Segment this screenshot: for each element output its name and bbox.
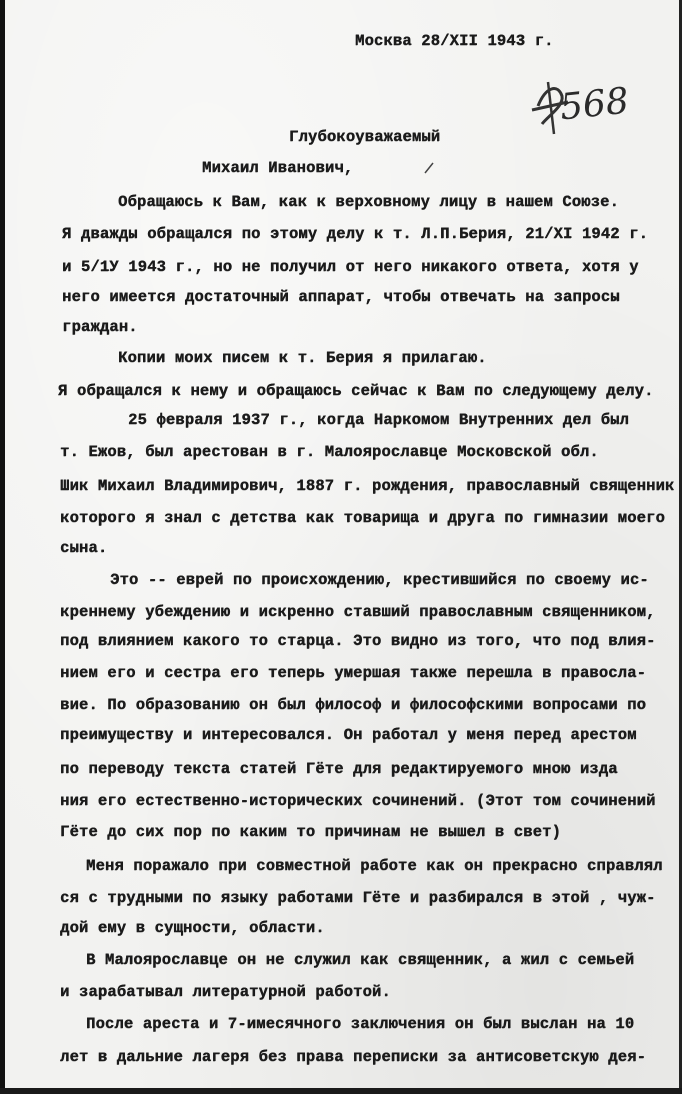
letter-line: ся с трудными по языку работами Гёте и разбирался в этой , чуж- [60, 889, 656, 907]
date-line: Москва 28/XII 1943 г. [355, 32, 554, 50]
letter-line: Я обращался к нему и обращаюсь сейчас к Вам по следующему делу. [58, 382, 654, 400]
scan-left-edge [0, 0, 5, 1094]
letter-line: и зарабатывал литературной работой. [60, 983, 391, 1001]
letter-line: граждан. [62, 318, 138, 336]
letter-line: дой ему в сущности, области. [60, 919, 325, 937]
letter-line: под влиянием какого то старца. Это видно из того, что под влия- [60, 632, 656, 650]
pen-tick-mark [424, 162, 434, 174]
scan-bottom-edge [0, 1088, 682, 1094]
letter-line: Шик Михаил Владимирович, 1887 г. рождения, православный священник [60, 477, 675, 495]
letter-line: В Малоярославце он не служил как священник, а жил с семьей [86, 951, 635, 969]
letter-line: Обращаюсь к Вам, как к верховному лицу в нашем Союзе. [118, 193, 619, 211]
letter-line: Это -- еврей по происхождению, крестившийся по своему ис- [110, 571, 649, 589]
letter-line: преимуществу и интересовался. Он работал у меня перед арестом [60, 726, 637, 744]
letter-line: нием его и сестра его теперь умершая также перешла в правосла- [60, 664, 646, 682]
letter-line: Гёте до сих пор по каким то причинам не вышел в свет) [60, 823, 561, 841]
letter-line: 25 февраля 1937 г., когда Наркомом Внутренних дел был [128, 411, 629, 429]
letter-line: Меня поражало при совместной работе как он прекрасно справлял [86, 857, 663, 875]
letter-line: сына. [60, 539, 108, 557]
letter-line: Я дважды обращался по этому делу к т. Л.П.Берия, 21/XI 1942 г. [62, 225, 648, 243]
salutation-line-1: Глубокоуважаемый [289, 128, 441, 146]
letter-line: по переводу текста статей Гёте для редактируемого мною изда [60, 760, 618, 778]
letter-line: него имеется достаточный аппарат, чтобы отвечать на запросы [62, 288, 620, 306]
letter-line: Копии моих писем к т. Берия я прилагаю. [118, 349, 487, 367]
letter-line: которого я знал с детства как товарища и друга по гимназии моего [60, 509, 665, 527]
letter-line: креннему убеждению и искренно ставший православным священником, [60, 603, 656, 621]
letter-line: ния его естественно-исторических сочинений. (Этот том сочинений [60, 792, 656, 810]
letter-line: и 5/1У 1943 г., но не получил от него никакого ответа, хотя у [62, 258, 639, 276]
letter-line: вие. По образованию он был философ и философскими вопросами по [60, 696, 646, 714]
letter-line: т. Ежов, был арестован в г. Малоярославце Московской обл. [60, 443, 599, 461]
salutation-line-2: Михаил Иванович, [202, 159, 354, 177]
handwritten-file-number: 568 [558, 80, 631, 129]
letter-line: После ареста и 7-имесячного заключения он был выслан на 10 [86, 1015, 635, 1033]
letter-line: лет в дальние лагеря без права переписки за антисоветскую дея- [60, 1048, 646, 1066]
